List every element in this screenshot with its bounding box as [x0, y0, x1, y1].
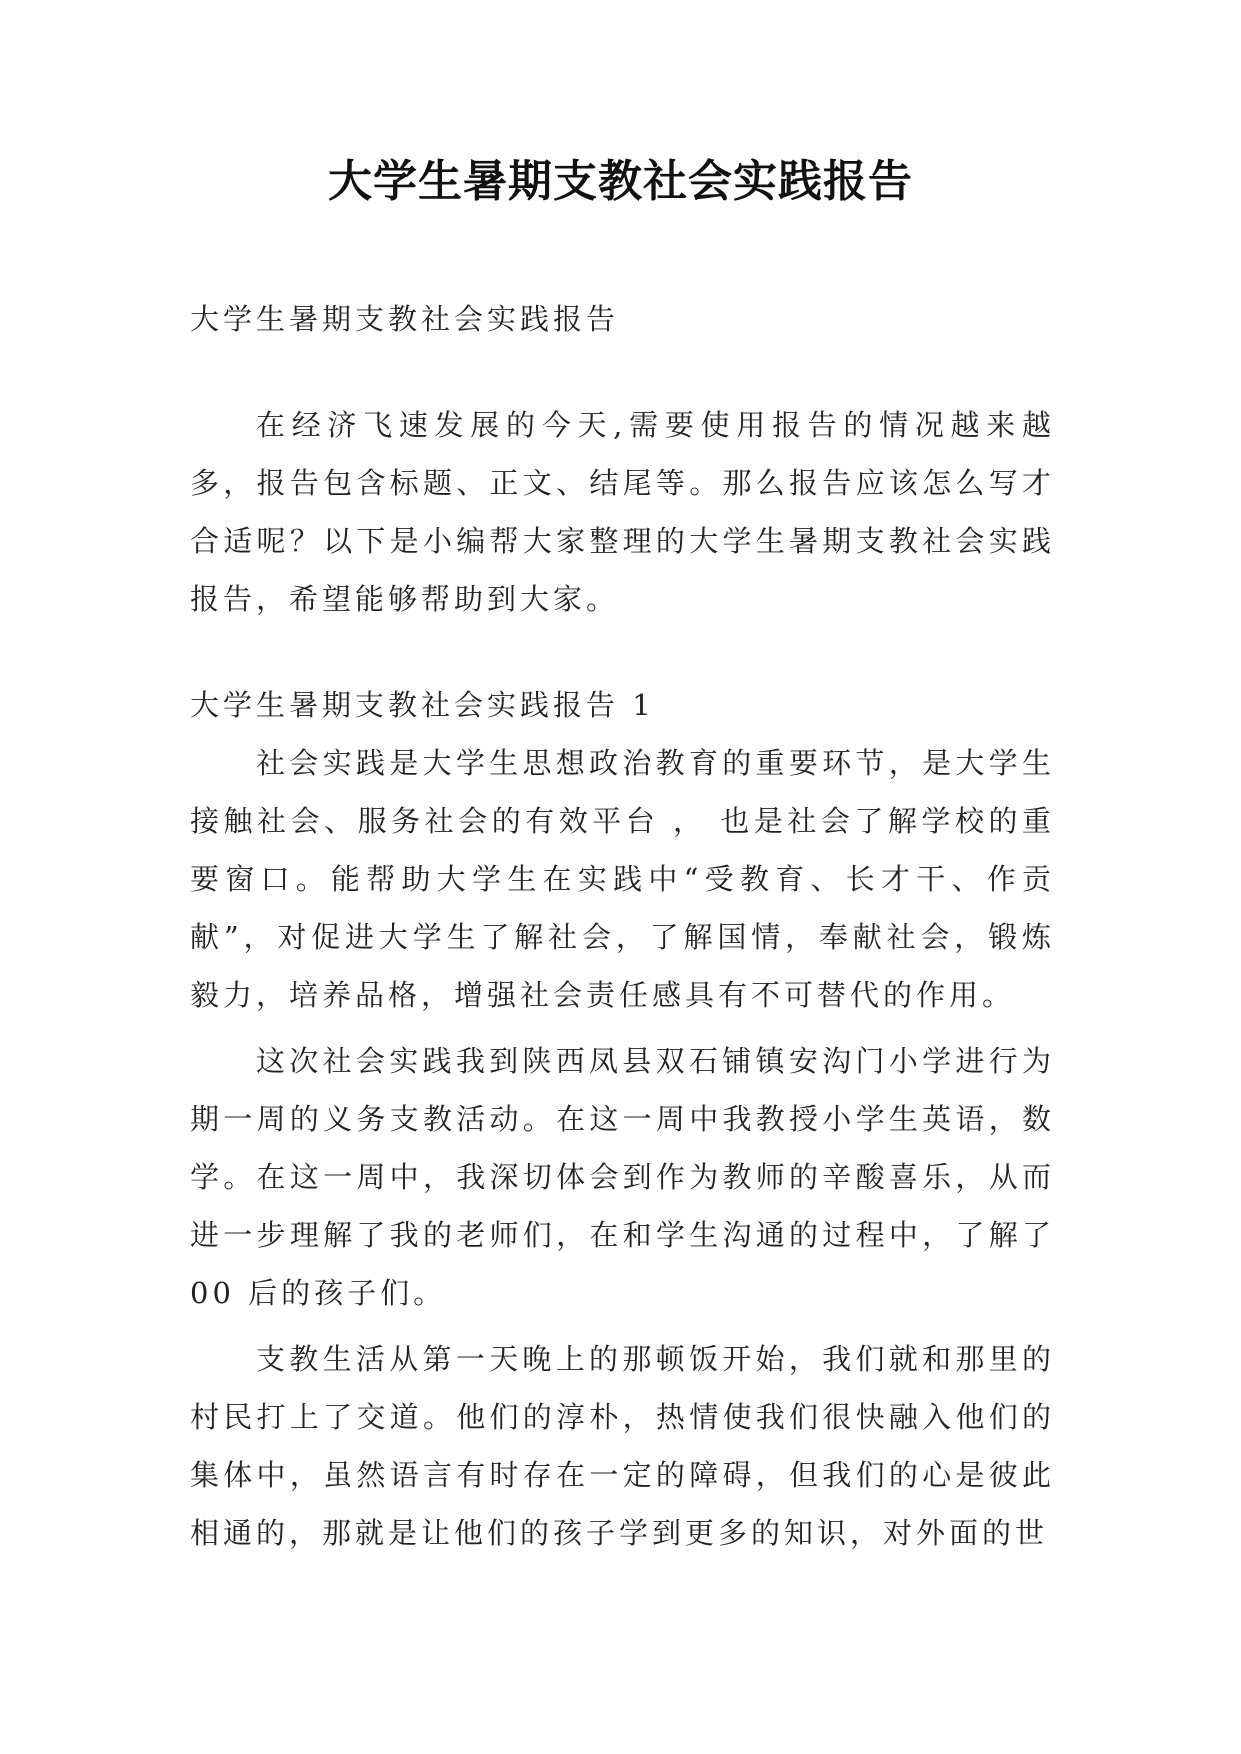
document-title: 大学生暑期支教社会实践报告 [328, 156, 913, 207]
intro-paragraph: 在经济飞速发展的今天,需要使用报告的情况越来越多，报告包含标题、正文、结尾等。那么报告应该怎么写才合适呢？以下是小编帮大家整理的大学生暑期支教社会实践报告，希望能够帮助到大家。 [190, 408, 1055, 616]
section-heading: 大学生暑期支教社会实践报告 1 [190, 688, 655, 722]
document-body [190, 290, 1055, 1562]
document-subtitle: 大学生暑期支教社会实践报告 [190, 302, 620, 336]
body-paragraph: 这次社会实践我到陕西凤县双石铺镇安沟门小学进行为期一周的义务支教活动。在这一周中我教授小学生英语，数学。在这一周中，我深切体会到作为教师的辛酸喜乐，从而进一步理解了我的老师们，在和学生沟通的过程中，了解了 00 后的孩子们。 [190, 1044, 1055, 1310]
body-paragraph: 社会实践是大学生思想政治教育的重要环节，是大学生接触社会、服务社会的有效平台 ， 也是社会了解学校的重要窗口。能帮助大学生在实践中“受教育、长才干、作贡献”，对促进大学生了解社会，了解国情，奉献社会，锻炼毅力，培养品格，增强社会责任感具有不可替代的作用。 [190, 746, 1055, 1012]
body-paragraph: 支教生活从第一天晚上的那顿饭开始，我们就和那里的村民打上了交道。他们的淳朴，热情使我们很快融入他们的集体中，虽然语言有时存在一定的障碍，但我们的心是彼此相通的，那就是让他们的孩子学到更多的知识，对外面的世 [190, 1342, 1055, 1550]
